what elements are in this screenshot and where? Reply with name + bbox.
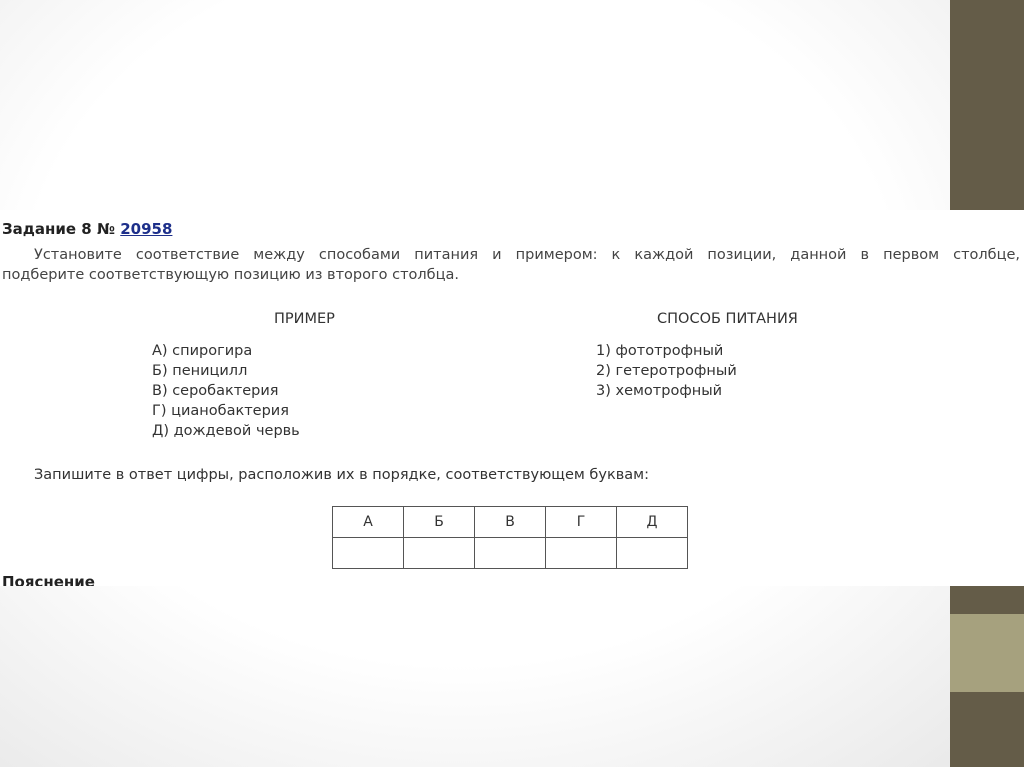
methods-list: [596, 341, 737, 401]
answer-table-header-row: [333, 507, 688, 538]
answer-header-cell: Г: [546, 507, 617, 538]
decor-bar-top: [950, 0, 1024, 213]
answer-header-cell: В: [475, 507, 546, 538]
answer-value-cell[interactable]: [404, 538, 475, 569]
answer-table-value-row: [333, 538, 688, 569]
example-item: Д) дождевой червь: [152, 423, 300, 439]
example-item: Г) цианобактерия: [152, 403, 289, 419]
answer-value-cell[interactable]: [546, 538, 617, 569]
examples-list: [152, 341, 300, 441]
example-item: В) серобактерия: [152, 383, 279, 399]
method-item: 3) хемотрофный: [596, 383, 723, 399]
instruction-line-1: Установите соответствие между способами питания и примером: к каждой позиции, данной в первом столбце,: [34, 247, 1020, 263]
task-instruction: [2, 245, 1020, 285]
explanation-heading-cut: Пояснение: [2, 573, 95, 586]
task-header: [2, 220, 172, 238]
examples-column-title: ПРИМЕР: [274, 311, 335, 327]
decor-bar-middle-light: [950, 614, 1024, 692]
instruction-line-2: подберите соответствующую позицию из второго столбца.: [2, 267, 459, 283]
answer-instruction: Запишите в ответ цифры, расположив их в порядке, соответствующем буквам:: [34, 467, 649, 483]
task-label: Задание 8 №: [2, 220, 115, 238]
answer-value-cell[interactable]: [333, 538, 404, 569]
answer-header-cell: А: [333, 507, 404, 538]
answer-value-cell[interactable]: [617, 538, 688, 569]
answer-value-cell[interactable]: [475, 538, 546, 569]
method-item: 1) фототрофный: [596, 343, 724, 359]
decor-bar-middle-dark: [950, 584, 1024, 614]
methods-column-title: СПОСОБ ПИТАНИЯ: [657, 311, 798, 327]
method-item: 2) гетеротрофный: [596, 363, 737, 379]
task-document: [0, 210, 1024, 586]
decor-bar-bottom: [950, 692, 1024, 767]
answer-header-cell: Д: [617, 507, 688, 538]
example-item: А) спирогира: [152, 343, 253, 359]
answer-header-cell: Б: [404, 507, 475, 538]
answer-table: [332, 506, 688, 569]
task-number-link[interactable]: 20958: [120, 220, 173, 238]
example-item: Б) пеницилл: [152, 363, 248, 379]
